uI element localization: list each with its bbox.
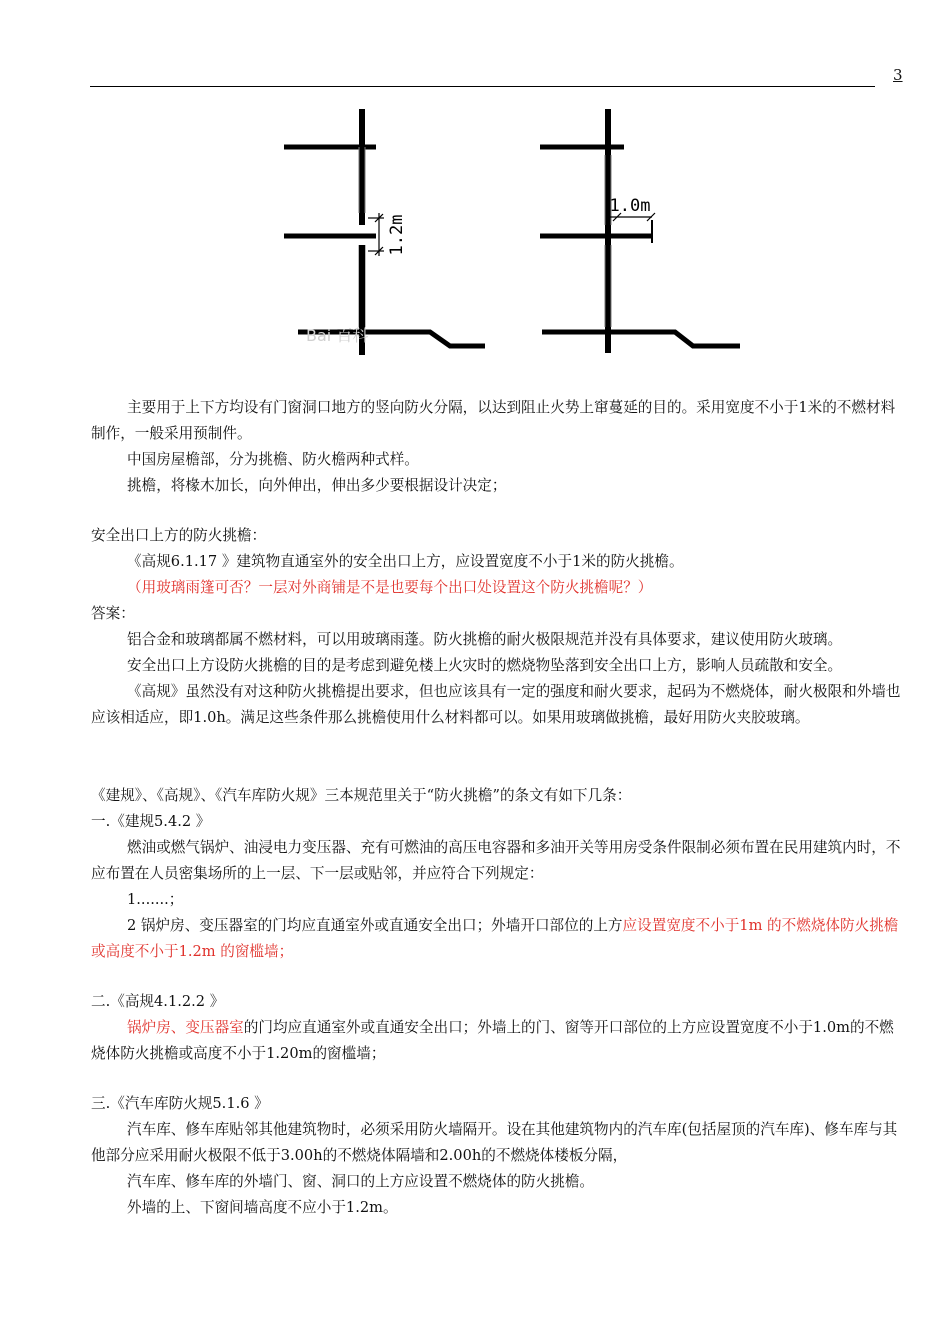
answer-heading: 答案：: [91, 605, 135, 622]
watermark: Bai 百科: [306, 326, 369, 345]
paragraph: 《高规6.1.17 》建筑物直通室外的安全出口上方，应设置宽度不小于1米的防火挑檐。: [127, 553, 684, 570]
question-highlight: （用玻璃雨篷可否？一层对外商铺是不是也要每个出口处设置这个防火挑檐呢？）: [127, 579, 653, 596]
clause-heading: 一.《建规5.4.2 》: [91, 813, 211, 830]
left-drawing-sill-wall: [284, 109, 485, 355]
document-body: [91, 395, 906, 1221]
paragraph: 铝合金和玻璃都属不燃材料，可以用玻璃雨蓬。防火挑檐的耐火极限规范并没有具体要求，建议使用防火玻璃。: [127, 631, 843, 648]
paragraph: 汽车库、修车库贴邻其他建筑物时，必须采用防火墙隔开。设在其他建筑物内的汽车库(包括屋顶的汽车库)、修车库与其他部分应采用耐火极限不低于3.00h的不燃烧体隔墙和2.00h的不燃烧体楼板分隔，: [91, 1121, 898, 1164]
paragraph: 安全出口上方设防火挑檐的目的是考虑到避免楼上火灾时的燃烧物坠落到安全出口上方，影响人员疏散和安全。: [127, 657, 843, 674]
paragraph: 挑檐，将椽木加长，向外伸出，伸出多少要根据设计决定；: [127, 477, 507, 494]
paragraph: [91, 1015, 906, 1067]
header-rule: [90, 86, 875, 87]
left-dimension-label: 1.2m: [387, 214, 407, 256]
clause-heading: 二.《高规4.1.2.2 》: [91, 993, 225, 1010]
paragraph: 主要用于上下方均设有门窗洞口地方的竖向防火分隔，以达到阻止火势上窜蔓延的目的。采用宽度不小于1米的不燃材料制作，一般采用预制件。: [91, 399, 896, 442]
paragraph: [91, 913, 906, 965]
section-intro: 《建规》、《高规》、《汽车库防火规》三本规范里关于“防火挑檐”的条文有如下几条：: [91, 787, 632, 804]
text-highlight: 应设置宽度不小于1m 的不燃烧体防火挑檐或高度不小于1.2m 的窗槛墙；: [91, 917, 899, 960]
text-run: 的门均应直通室外或直通安全出口；外墙上的门、窗等开口部位的上方应设置宽度不小于1.0m的不燃烧体防火挑檐或高度不小于1.20m的窗槛墙；: [91, 1019, 894, 1062]
text-highlight: 锅炉房、变压器室: [127, 1019, 244, 1036]
fire-eave-diagram: [280, 95, 760, 365]
page-number: 3: [893, 66, 903, 84]
paragraph: 汽车库、修车库的外墙门、窗、洞口的上方应设置不燃烧体的防火挑檐。: [127, 1173, 595, 1190]
right-drawing-fire-eave: [540, 109, 740, 353]
clause-heading: 三.《汽车库防火规5.1.6 》: [91, 1095, 269, 1112]
paragraph: 燃油或燃气锅炉、油浸电力变压器、充有可燃油的高压电容器和多油开关等用房受条件限制必须布置在民用建筑内时，不应布置在人员密集场所的上一层、下一层或贴邻，并应符合下列规定：: [91, 839, 901, 882]
paragraph: 1.......；: [127, 891, 184, 908]
text-run: 2 锅炉房、变压器室的门均应直通室外或直通安全出口；外墙开口部位的上方: [127, 917, 623, 934]
right-dimension-label: 1.0m: [609, 196, 651, 216]
section-heading: 安全出口上方的防火挑檐：: [91, 527, 267, 544]
paragraph: 中国房屋檐部，分为挑檐、防火檐两种式样。: [127, 451, 419, 468]
paragraph: 《高规》虽然没有对这种防火挑檐提出要求，但也应该具有一定的强度和耐火要求，起码为不燃烧体，耐火极限和外墙也应该相适应，即1.0h。满足这些条件那么挑檐使用什么材料都可以。如果用玻璃做挑檐，最好用防火夹胶玻璃。: [91, 683, 901, 726]
paragraph: 外墙的上、下窗间墙高度不应小于1.2m。: [127, 1199, 398, 1216]
